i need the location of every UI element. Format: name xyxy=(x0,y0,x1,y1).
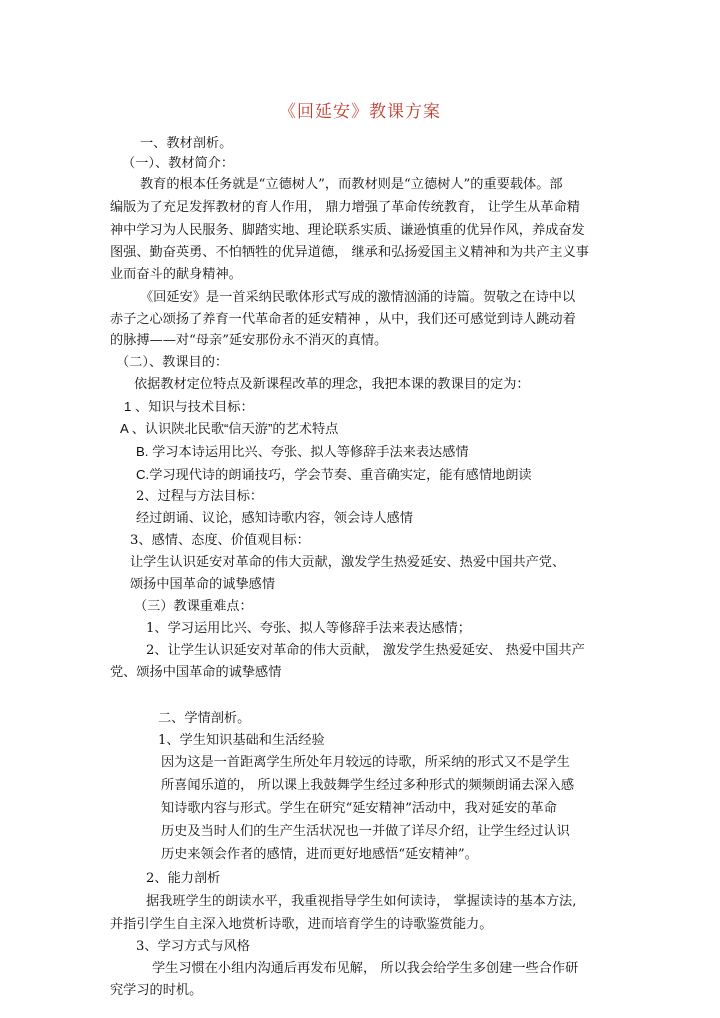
text-line: 3、感情、态度、价值观目标： xyxy=(130,533,310,548)
text-line: 党、颂扬中国革命的诚挚感情 xyxy=(110,665,282,680)
text-line: 2、过程与方法目标： xyxy=(136,489,264,504)
text-line: 3、学习方式与风格 xyxy=(136,939,250,954)
text-line: 的脉搏——对“母亲”延安那份永不消灭的真情。 xyxy=(110,333,388,348)
page-title: 《回延安》教课方案 xyxy=(279,102,441,122)
text-line: 赤子之心颂扬了养育一代革命者的延安精神 ，从中，我们还可感觉到诗人跳动着 xyxy=(110,312,576,327)
text-line: 神中学习为人民服务、脚踏实地、理论联系实质、谦逊慎重的优异作风，养成奋发 xyxy=(110,223,585,238)
text-line: 经过朗诵、议论，感知诗歌内容，领会诗人感情 xyxy=(136,511,413,526)
text-line: 一、教材剖析。 xyxy=(140,136,233,151)
text-line: 学生习惯在小组内沟通后再发布见解， 所以我会给学生多创建一些合作研 xyxy=(152,961,579,976)
text-line: 因为这是一首距离学生所处年月较远的诗歌，所采纳的形式又不是学生 xyxy=(161,755,570,770)
text-line: 并指引学生自主深入地赏析诗歌，进而培育学生的诗歌鉴赏能力。 xyxy=(110,917,493,932)
text-line: （二）、教课目的： xyxy=(116,355,229,370)
text-line: A 、认识陕北民歌“信天游”的艺术特点 xyxy=(120,421,339,436)
text-line: 知诗歌内容与形式。学生在研究“延安精神”活动中，我对延安的革命 xyxy=(161,801,557,816)
text-line: B. 学习本诗运用比兴、夸张、拟人等修辞手法来表达感情 xyxy=(136,444,469,459)
text-line: 颂扬中国革命的诚挚感情 xyxy=(130,577,276,592)
text-line: 据我班学生的朗读水平，我重视指导学生如何读诗， 掌握读诗的基本方法, xyxy=(146,894,577,909)
text-line: 1、学习运用比兴、夸张、拟人等修辞手法来表达感情； xyxy=(146,621,471,636)
text-line: 图强、勤奋英勇、不怕牺牲的优异道德， 继承和弘扬爱国主义精神和为共产主义事 xyxy=(110,245,589,260)
text-line: 所喜闻乐道的， 所以课上我鼓舞学生经过多种形式的频频朗诵去深入感 xyxy=(161,778,575,793)
text-line: C.学习现代诗的朗诵技巧，学会节奏、重音确实定，能有感情地朗读 xyxy=(136,467,532,482)
text-line: 《回延安》是一首采纳民歌体形式写成的激情汹涌的诗篇。贺敬之在诗中以 xyxy=(140,290,576,305)
text-line: 1 、知识与技术目标： xyxy=(124,399,254,414)
text-line: 历史来领会作者的感情，进而更好地感悟“延安精神”。 xyxy=(161,847,478,862)
text-line: 二、学情剖析。 xyxy=(158,711,251,726)
text-line: （三）教课重难点： xyxy=(134,599,253,614)
text-line: 编版为了充足发挥教材的育人作用， 鼎力增强了革命传统教育， 让学生从革命精 xyxy=(110,200,580,215)
text-line: （一）、教材简介： xyxy=(122,156,235,171)
text-line: 依据教材定位特点及新课程改革的理念，我把本课的教课目的定为： xyxy=(134,377,530,392)
text-line: 2、让学生认识延安对革命的伟大贡献， 激发学生热爱延安、 热爱中国共产 xyxy=(146,643,585,658)
text-line: 1、学生知识基础和生活经验 xyxy=(158,733,325,748)
text-line: 2、能力剖析 xyxy=(146,871,221,886)
text-line: 教育的根本任务就是“立德树人”，而教材则是“立德树人”的重要载体。部 xyxy=(140,177,563,192)
text-line: 究学习的时机。 xyxy=(110,983,203,998)
text-line: 历史及当时人们的生产生活状况也一并做了详尽介绍，让学生经过认识 xyxy=(161,824,570,839)
text-line: 业而奋斗的献身精神。 xyxy=(110,267,242,282)
text-line: 让学生认识延安对革命的伟大贡献，激发学生热爱延安、热爱中国共产党、 xyxy=(130,555,566,570)
